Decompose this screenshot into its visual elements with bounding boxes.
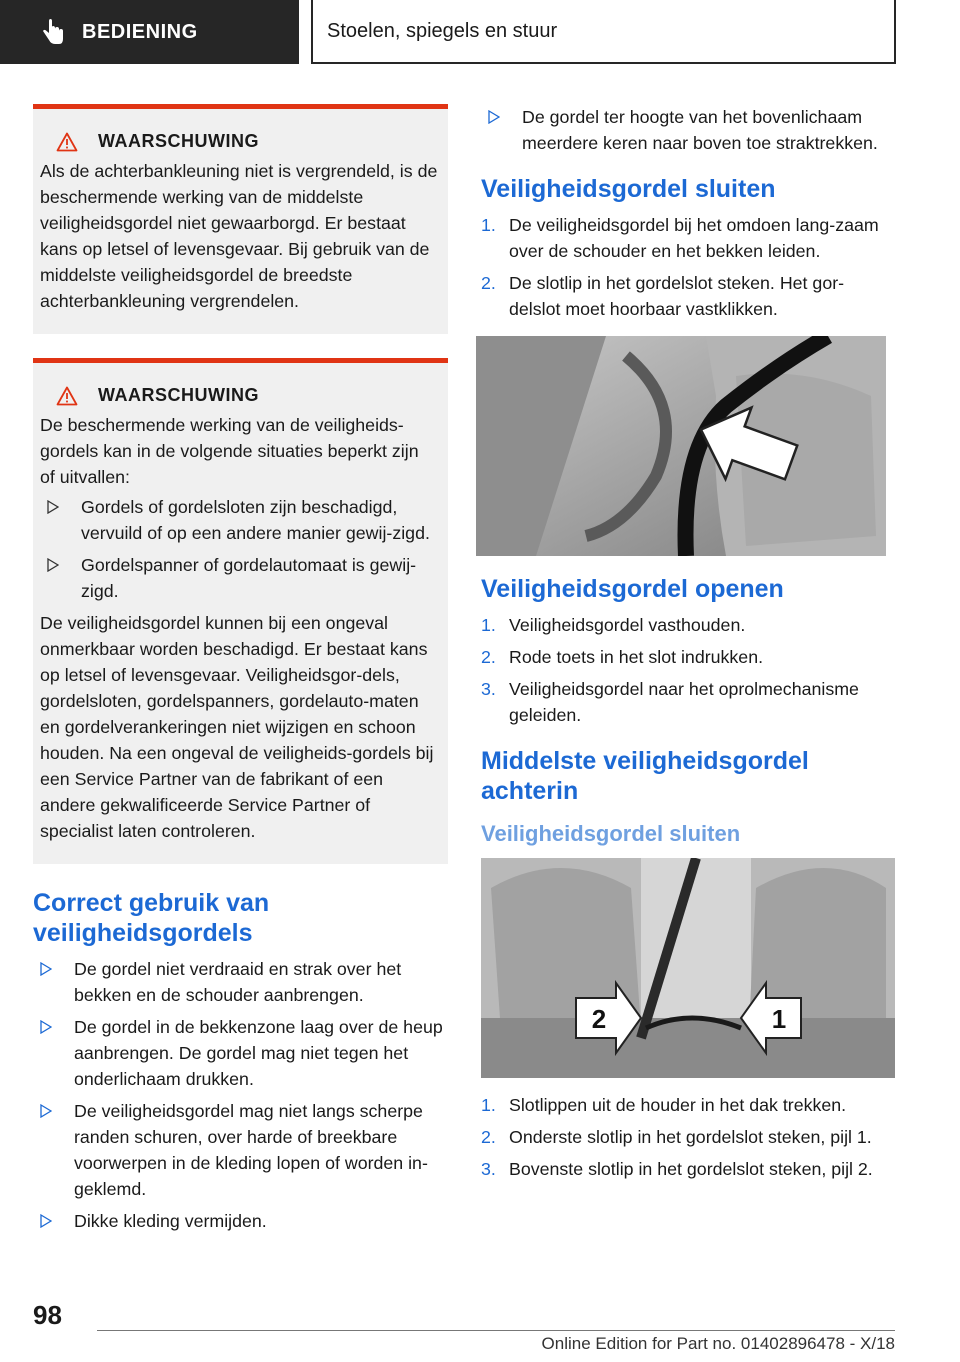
section-heading-correct-use: Correct gebruik van veiligheidsgordels [33, 889, 270, 947]
list-item: De gordel ter hoogte van het bovenlichaam meerdere keren naar boven toe straktrekken. [481, 104, 895, 156]
list-item: 2. Onderste slotlip in het gordelslot steken, pijl 1. [481, 1127, 872, 1147]
warning-box-2 [33, 358, 448, 864]
list-item: 2. De slotlip in het gordelslot steken. Het gor-delslot moet hoorbaar vastklikken. [481, 273, 845, 319]
arrow-label-1: 1 [771, 1004, 787, 1034]
middle-belt-photo [481, 858, 895, 1078]
arrow-label-2: 2 [591, 1004, 607, 1034]
triangle-bullet-icon [488, 110, 500, 124]
warning-box-1 [33, 104, 448, 334]
list-item: 1. De veiligheidsgordel bij het omdoen lang-zaam over de schouder en het bekken leiden. [481, 215, 879, 261]
header-chapter-box [311, 0, 896, 64]
footer-divider [97, 1330, 895, 1331]
warning-title [40, 131, 438, 152]
list-item: 2. Rode toets in het slot indrukken. [481, 647, 764, 667]
seatbelt-photo [476, 336, 886, 556]
section-heading-middle-belt: Middelste veiligheidsgordel achterin [481, 747, 809, 805]
warning-title-text: WAARSCHUWING [98, 385, 259, 405]
correct-use-list [33, 956, 448, 1234]
section-title: BEDIENING [82, 20, 198, 43]
chapter-title: Stoelen, spiegels en stuur [327, 19, 558, 42]
list-item: 1. Veiligheidsgordel vasthouden. [481, 615, 746, 635]
warning-text: De veiligheidsgordel kunnen bij een ongeval onmerkbaar worden beschadigd. Er bestaat kans op letsel of levensgevaar. Veiligheidsgor-dels, gordelsloten, gordelspanners, gordelauto-maten en gordelverankeringen niet wijzigen en schoon houden. Na een ongeval de veiligheids-gordels bij een Service Partner van de fabrikant of een andere gekwalificeerde Service Partner of specialist laten controleren. [40, 613, 434, 841]
footer-edition: Online Edition for Part no. 01402896478 - X/18 [541, 1334, 895, 1353]
triangle-bullet-icon [40, 1104, 52, 1118]
list-item: 3. Veiligheidsgordel naar het oprolmechanisme geleiden. [481, 679, 859, 725]
section-heading-open: Veiligheidsgordel openen [481, 575, 784, 603]
warning-bullet-list [40, 494, 438, 604]
list-item: Dikke kleding vermijden. [33, 1208, 448, 1234]
list-item: Gordels of gordelsloten zijn beschadigd, vervuild of op een andere manier gewij-zigd. [40, 494, 438, 546]
triangle-bullet-icon [47, 500, 59, 514]
open-steps [481, 612, 895, 728]
triangle-bullet-icon [40, 962, 52, 976]
warning-triangle-icon [56, 132, 78, 152]
hand-touch-icon [38, 17, 68, 47]
triangle-bullet-icon [40, 1020, 52, 1034]
list-item: De veiligheidsgordel mag niet langs scherpe randen schuren, over harde of breekbare voorwerpen in de kleding lopen of worden in-geklemd. [33, 1098, 448, 1202]
close-steps [481, 212, 895, 322]
top-bullet-list [481, 104, 895, 156]
right-column [481, 104, 895, 1188]
list-item: 1. Slotlippen uit de houder in het dak trekken. [481, 1095, 847, 1115]
section-heading-close: Veiligheidsgordel sluiten [481, 175, 776, 203]
triangle-bullet-icon [40, 1214, 52, 1228]
header-section-tab [0, 0, 299, 64]
triangle-bullet-icon [47, 558, 59, 572]
page-number: 98 [33, 1300, 62, 1330]
list-item: De gordel in de bekkenzone laag over de heup aanbrengen. De gordel mag niet tegen het onderlichaam drukken. [33, 1014, 448, 1092]
warning-title [40, 385, 438, 406]
middle-belt-steps [481, 1092, 895, 1182]
list-item: Gordelspanner of gordelautomaat is gewij-zigd. [40, 552, 438, 604]
warning-text: Als de achterbankleuning niet is vergrendeld, is de beschermende werking van de middelste veiligheidsgordel niet gewaarborgd. Er bestaat kans op letsel of levensgevaar. Bij gebruik van de middelste veiligheidsgordel de breedste achterbankleuning vergrendelen. [40, 161, 438, 311]
warning-intro: De beschermende werking van de veiligheids-gordels kan in de volgende situaties beperkt zijn of uitvallen: [40, 415, 419, 487]
left-column [33, 104, 448, 1240]
list-item: De gordel niet verdraaid en strak over het bekken en de schouder aanbrengen. [33, 956, 448, 1008]
warning-title-text: WAARSCHUWING [98, 131, 259, 151]
warning-triangle-icon [56, 386, 78, 406]
subheading-close: Veiligheidsgordel sluiten [481, 821, 741, 846]
list-item: 3. Bovenste slotlip in het gordelslot steken, pijl 2. [481, 1159, 873, 1179]
